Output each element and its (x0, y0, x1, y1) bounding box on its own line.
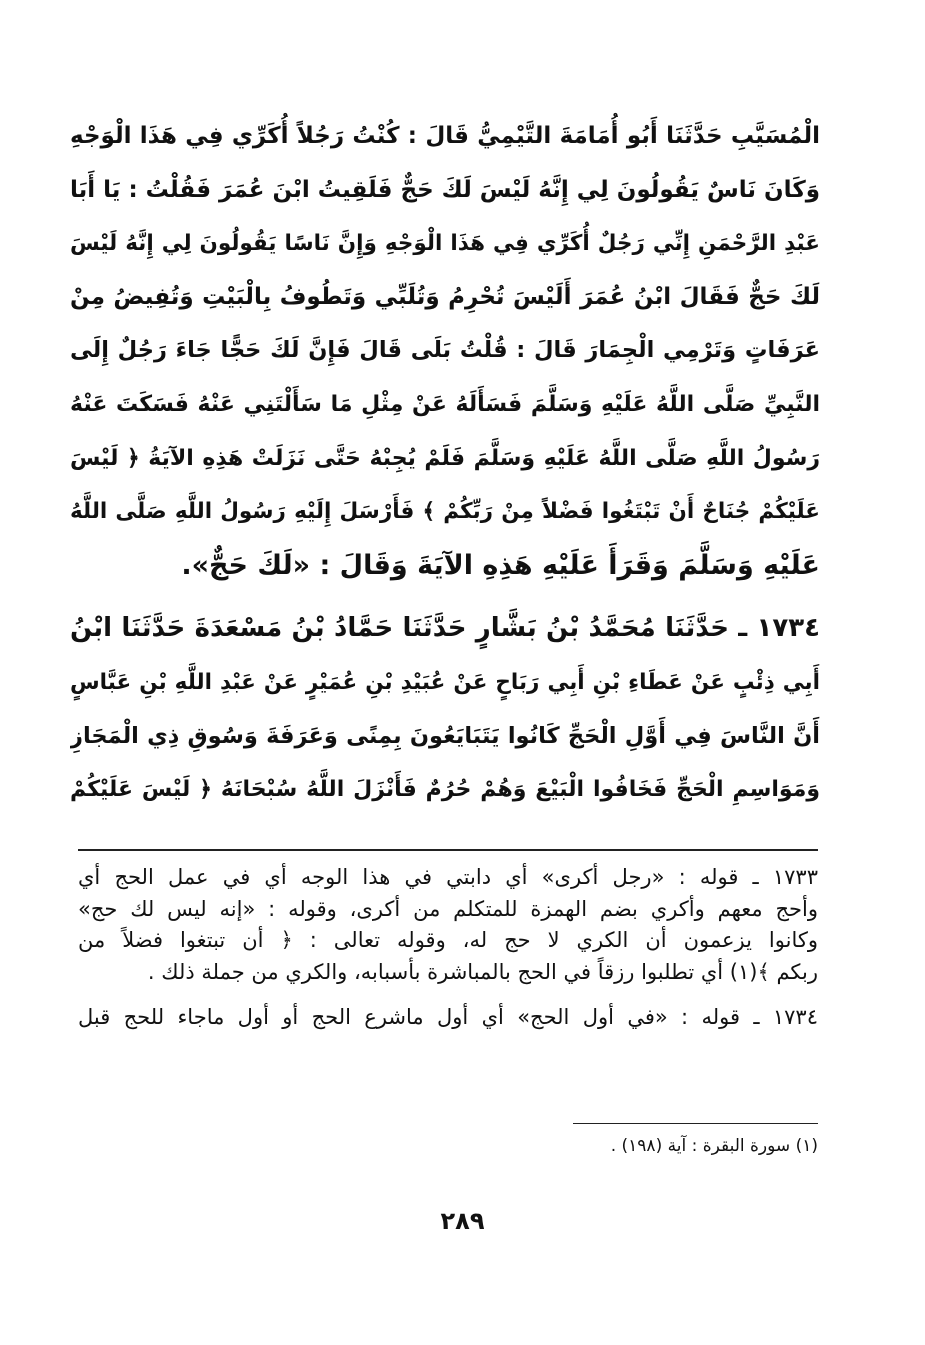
text-line: عَبْدِ الرَّحْمَنِ إِنِّي رَجُلٌ أُكَرِّي فِي هَذَا الْوَجْهِ وَإِنَّ نَاسًا يَقُولُونَ لِي إِنَّهُ لَيْسَ (70, 231, 820, 257)
commentary-notes (78, 862, 818, 1034)
footnote: (١) سورة البقرة : آية (١٩٨) . (610, 1136, 818, 1156)
note-line: ١٧٣٣ ـ قوله : «رجل أكرى» أي دابتي في هذا الوجه أي في عمل الحج أي (78, 865, 818, 889)
note-line: ربكم ﴾(١) أي تطلبوا رزقاً في الحج بالمباشرة بأسبابه، والكري من جملة ذلك . (147, 959, 818, 984)
note-line: وكانوا يزعمون أن الكري لا حج له، وقوله تعالى : ﴿ أن تبتغوا فضلاً من (78, 928, 818, 952)
text-line: وَمَوَاسِمِ الْحَجِّ فَخَافُوا الْبَيْعَ وَهُمْ حُرُمٌ فَأَنْزَلَ اللَّهُ سُبْحَانَهُ ﴿ لَيْسَ عَلَيْكُمْ (70, 777, 820, 803)
text-line: رَسُولُ اللَّهِ صَلَّى اللَّهُ عَلَيْهِ وَسَلَّمَ فَلَمْ يُجِبْهُ حَتَّى نَزَلَتْ هَذِهِ الآيَةُ ﴿ لَيْسَ (70, 445, 820, 471)
text-line: عَلَيْهِ وَسَلَّمَ وَقَرَأَ عَلَيْهِ هَذِهِ الآيَةَ وَقَالَ : «لَكَ حَجٌّ». (181, 549, 820, 581)
paragraph-1734 (70, 602, 820, 816)
text-line: لَكَ حَجٌّ فَقَالَ ابْنُ عُمَرَ أَلَيْسَ تُحْرِمُ وَتُلَبِّي وَتَطُوفُ بِالْبَيْتِ وَتُفِيضُ مِنْ (70, 283, 820, 310)
note-line: ١٧٣٤ ـ قوله : «في أول الحج» أي أول ماشرع الحج أو أول ماجاء للحج قبل (78, 1005, 818, 1029)
text-line: النَّبِيِّ صَلَّى اللَّهُ عَلَيْهِ وَسَلَّمَ فَسَأَلَهُ عَنْ مِثْلِ مَا سَأَلْتَنِي عَنْهُ فَسَكَتَ عَنْهُ (70, 391, 820, 417)
notes-divider (78, 849, 818, 851)
note-line: وأحج معهم وأكري بضم الهمزة للمتكلم من أكرى، وقوله : «إنه ليس لك حج» (78, 896, 818, 921)
hadith-text-block (70, 110, 820, 817)
footnote-divider (573, 1123, 818, 1124)
text-line: أَبِي ذِئْبٍ عَنْ عَطَاءِ بْنِ أَبِي رَبَاحٍ عَنْ عُبَيْدِ بْنِ عُمَيْرٍ عَنْ عَبْدِ اللَّهِ بْنِ عَبَّاسٍ (70, 669, 820, 695)
note-1733 (78, 862, 818, 988)
text-line: أَنَّ النَّاسَ فِي أَوَّلِ الْحَجِّ كَانُوا يَتَبَايَعُونَ بِمِنًى وَعَرَفَةَ وَسُوقِ ذِي الْمَجَازِ (70, 722, 820, 749)
note-1734 (78, 1002, 818, 1034)
text-line: عَرَفَاتٍ وَتَرْمِي الْجِمَارَ قَالَ : قُلْتُ بَلَى قَالَ فَإِنَّ لَكَ حَجًّا جَاءَ رَجُلٌ إِلَى (70, 337, 820, 364)
paragraph-1733-continued (70, 110, 820, 592)
text-line: الْمُسَيَّبِ حَدَّثَنَا أَبُو أُمَامَةَ التَّيْمِيُّ قَالَ : كُنْتُ رَجُلاً أُكَرِّي فِي هَذَا الْوَجْهِ (70, 123, 820, 149)
text-line: وَكَانَ نَاسٌ يَقُولُونَ لِي إِنَّهُ لَيْسَ لَكَ حَجٌّ فَلَقِيتُ ابْنَ عُمَرَ فَقُلْتُ : يَا أَبَا (70, 176, 820, 203)
page-number: ٢٨٩ (440, 1207, 485, 1235)
text-line: عَلَيْكُمْ جُنَاحٌ أَنْ تَبْتَغُوا فَضْلاً مِنْ رَبِّكُمْ ﴾ فَأَرْسَلَ إِلَيْهِ رَسُولُ اللَّهِ صَلَّى اللَّهُ (70, 499, 820, 525)
text-line: ١٧٣٤ ـ حَدَّثَنَا مُحَمَّدُ بْنُ بَشَّارٍ حَدَّثَنَا حَمَّادُ بْنُ مَسْعَدَةَ حَدَّثَنَا ابْنُ (70, 613, 820, 644)
